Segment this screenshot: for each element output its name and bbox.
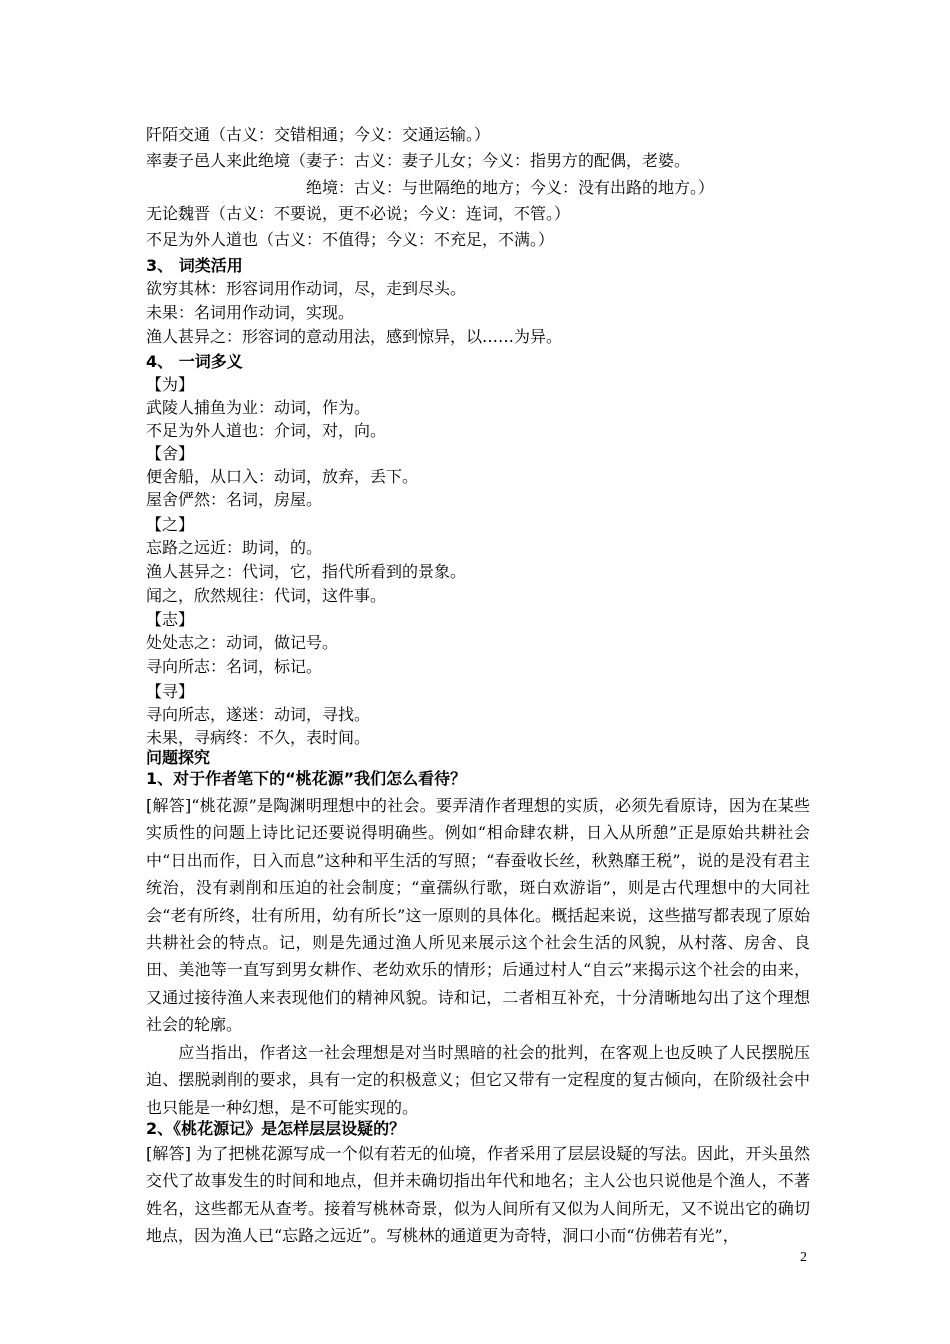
page-number: 2 (800, 1250, 807, 1265)
word-heading: 【志】 (146, 610, 195, 629)
section-heading: 3、 词类活用 (146, 256, 243, 275)
usage-item: 渔人甚异之：形容词的意动用法，感到惊异，以……为异。 (146, 327, 563, 346)
meaning-item: 武陵人捕鱼为业：动词，作为。 (146, 398, 371, 417)
meaning-item: 未果，寻病终：不久，表时间。 (146, 728, 371, 747)
meaning-item: 寻向所志：名词，标记。 (146, 657, 323, 676)
meaning-item: 忘路之远近：助词，的。 (146, 538, 323, 557)
word-heading: 【舍】 (146, 444, 195, 463)
word-heading: 【之】 (146, 515, 195, 534)
ancient-word-2: 率妻子邑人来此绝境（妻子：古义：妻子儿女；今义：指男方的配偶，老婆。 (146, 151, 691, 170)
usage-item: 未果：名词用作动词，实现。 (146, 303, 355, 322)
answer-1-paragraph: [解答]“桃花源”是陶渊明理想中的社会。要弄清作者理想的实质，必须先看原诗，因为在某些实质性的问题上诗比记还要说得明确些。例如“相命肆农耕，日入从所憩”正是原始共耕社会中“日出而作，日入而息”这种和平生活的写照；“春蚕收长丝，秋熟靡王税”，说的是没有君主统治，没有剥削和压迫的社会制度；“童孺纵行歌，斑白欢游诣”，则是古代理想中的大同社会“老有所终，壮有所用，幼有所长”这一原则的具体化。概括起来说，这些描写都表现了原始共耕社会的特点。记，则是先通过渔人所见来展示这个社会生活的风貌，从村落、房舍、良田、美池等一直写到男女耕作、老幼欢乐的情形；后通过村人“自云”来揭示这个社会的由来，又通过接待渔人来表现他们的精神风貌。诗和记，二者相互补充，十分清晰地勾出了这个理想社会的轮廓。 (146, 796, 810, 1035)
question-1: 1、对于作者笔下的“桃花源”我们怎么看待？ (146, 769, 467, 788)
answer-2-paragraph: [解答] 为了把桃花源写成一个似有若无的仙境，作者采用了层层设疑的写法。因此，开头虽然交代了故事发生的时间和地点，但并未确切指出年代和地名；主人公也只说他是个渔人，不著姓名，这些都无从查考。接着写桃林奇景，似为人间所有又似为人间所无，又不说出它的确切地点，因为渔人已“忘路之远近”。写桃林的通道更为奇特，洞口小而“仿佛若有光”， (146, 1144, 810, 1246)
question-2: 2、《桃花源记》是怎样层层设疑的？ (146, 1119, 406, 1138)
meaning-item: 寻向所志，遂迷：动词，寻找。 (146, 705, 371, 724)
meaning-item: 屋舍俨然：名词，房屋。 (146, 490, 323, 509)
meaning-item: 处处志之：动词，做记号。 (146, 633, 339, 652)
ancient-word-1: 阡陌交通（古义：交错相通；今义：交通运输。） (146, 125, 491, 144)
usage-item: 欲穷其林：形容词用作动词，尽，走到尽头。 (146, 279, 467, 298)
ancient-word-5: 不足为外人道也（古义：不值得；今义：不充足，不满。） (146, 230, 555, 249)
meaning-item: 闻之，欣然规往：代词，这件事。 (146, 586, 387, 605)
meaning-item: 不足为外人道也：介词，对，向。 (146, 421, 387, 440)
word-heading: 【寻】 (146, 682, 195, 701)
section-heading: 4、 一词多义 (146, 352, 243, 371)
meaning-item: 便舍船，从口入：动词，放弃，丢下。 (146, 467, 419, 486)
inquiry-heading: 问题探究 (146, 748, 211, 767)
answer-1-paragraph-continued (146, 1039, 810, 1121)
meaning-item: 渔人甚异之：代词，它，指代所看到的景象。 (146, 562, 467, 581)
word-heading: 【为】 (146, 375, 195, 394)
ancient-word-3: 绝境：古义：与世隔绝的地方；今义：没有出路的地方。） (306, 178, 715, 197)
ancient-word-4: 无论魏晋（古义：不要说，更不必说；今义：连词，不管。） (146, 204, 571, 223)
answer-1b-text: 应当指出，作者这一社会理想是对当时黑暗的社会的批判，在客观上也反映了人民摆脱压迫、摆脱剥削的要求，具有一定的积极意义；但它又带有一定程度的复古倾向，在阶级社会中也只能是一种幻想，是不可能实现的。 (146, 1043, 810, 1117)
